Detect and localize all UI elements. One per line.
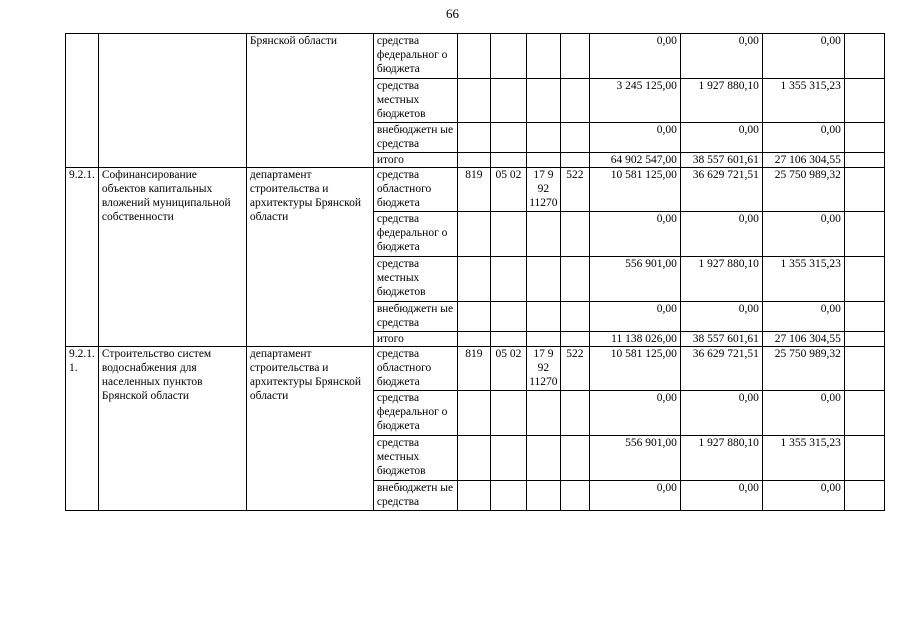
grbs-code-cell <box>457 123 490 153</box>
rzpr-code-cell <box>490 257 526 302</box>
vr-code-cell <box>560 257 589 302</box>
amount-year1-cell: 0,00 <box>589 123 680 153</box>
rzpr-code-cell <box>490 212 526 257</box>
executor-cell: департамент строительства и архитектуры Брянской области <box>246 168 373 347</box>
csr-code-cell <box>526 302 560 332</box>
grbs-code-cell <box>457 436 490 481</box>
amount-year1-cell: 11 138 026,00 <box>589 332 680 347</box>
funding-source-cell: внебюджетн ые средства <box>373 123 457 153</box>
amount-year1-cell: 10 581 125,00 <box>589 347 680 391</box>
empty-cell <box>844 302 884 332</box>
rzpr-code-cell <box>490 436 526 481</box>
funding-source-cell: средства областного бюджета <box>373 347 457 391</box>
vr-code-cell <box>560 34 589 79</box>
empty-cell <box>844 481 884 511</box>
empty-cell <box>844 332 884 347</box>
csr-code-cell: 17 9 92 11270 <box>526 347 560 391</box>
funding-source-cell: внебюджетн ые средства <box>373 302 457 332</box>
vr-code-cell <box>560 391 589 436</box>
amount-year3-cell: 0,00 <box>762 34 844 79</box>
table-row <box>66 168 885 212</box>
vr-code-cell <box>560 153 589 168</box>
item-number-cell: 9.2.1. <box>66 168 99 347</box>
amount-year1-cell: 0,00 <box>589 212 680 257</box>
amount-year2-cell: 0,00 <box>680 391 762 436</box>
amount-year1-cell: 10 581 125,00 <box>589 168 680 212</box>
rzpr-code-cell <box>490 332 526 347</box>
amount-year3-cell: 0,00 <box>762 123 844 153</box>
amount-year3-cell: 0,00 <box>762 481 844 511</box>
empty-cell <box>844 436 884 481</box>
funding-source-cell: внебюджетн ые средства <box>373 481 457 511</box>
amount-year2-cell: 0,00 <box>680 481 762 511</box>
rzpr-code-cell: 05 02 <box>490 168 526 212</box>
amount-year1-cell: 0,00 <box>589 481 680 511</box>
rzpr-code-cell <box>490 302 526 332</box>
amount-year3-cell: 1 355 315,23 <box>762 79 844 123</box>
vr-code-cell <box>560 123 589 153</box>
amount-year2-cell: 0,00 <box>680 123 762 153</box>
amount-year2-cell: 0,00 <box>680 302 762 332</box>
grbs-code-cell <box>457 481 490 511</box>
item-number-cell <box>66 34 99 168</box>
grbs-code-cell <box>457 79 490 123</box>
amount-year1-cell: 0,00 <box>589 302 680 332</box>
amount-year2-cell: 38 557 601,61 <box>680 153 762 168</box>
item-name-cell: Строительство систем водоснабжения для населенных пунктов Брянской области <box>98 347 246 511</box>
amount-year3-cell: 27 106 304,55 <box>762 332 844 347</box>
amount-year1-cell: 556 901,00 <box>589 257 680 302</box>
grbs-code-cell <box>457 34 490 79</box>
amount-year3-cell: 25 750 989,32 <box>762 168 844 212</box>
grbs-code-cell: 819 <box>457 168 490 212</box>
empty-cell <box>844 347 884 391</box>
grbs-code-cell <box>457 212 490 257</box>
page-number: 66 <box>446 6 459 21</box>
vr-code-cell <box>560 212 589 257</box>
csr-code-cell <box>526 153 560 168</box>
csr-code-cell: 17 9 92 11270 <box>526 168 560 212</box>
funding-source-cell: средства федеральног о бюджета <box>373 212 457 257</box>
csr-code-cell <box>526 436 560 481</box>
funding-source-cell: итого <box>373 153 457 168</box>
grbs-code-cell <box>457 391 490 436</box>
item-name-cell <box>98 34 246 168</box>
amount-year3-cell: 1 355 315,23 <box>762 436 844 481</box>
grbs-code-cell <box>457 153 490 168</box>
empty-cell <box>844 123 884 153</box>
amount-year3-cell: 25 750 989,32 <box>762 347 844 391</box>
table-row <box>66 347 885 391</box>
vr-code-cell <box>560 436 589 481</box>
amount-year3-cell: 1 355 315,23 <box>762 257 844 302</box>
amount-year1-cell: 556 901,00 <box>589 436 680 481</box>
amount-year3-cell: 0,00 <box>762 212 844 257</box>
funding-source-cell: итого <box>373 332 457 347</box>
item-name-cell: Софинансирование объектов капитальных вложений муниципальной собственности <box>98 168 246 347</box>
rzpr-code-cell <box>490 153 526 168</box>
funding-source-cell: средства местных бюджетов <box>373 436 457 481</box>
rzpr-code-cell: 05 02 <box>490 347 526 391</box>
grbs-code-cell: 819 <box>457 347 490 391</box>
amount-year3-cell: 0,00 <box>762 302 844 332</box>
rzpr-code-cell <box>490 123 526 153</box>
amount-year1-cell: 64 902 547,00 <box>589 153 680 168</box>
amount-year2-cell: 1 927 880,10 <box>680 79 762 123</box>
empty-cell <box>844 153 884 168</box>
empty-cell <box>844 391 884 436</box>
funding-source-cell: средства федеральног о бюджета <box>373 34 457 79</box>
empty-cell <box>844 168 884 212</box>
amount-year1-cell: 0,00 <box>589 34 680 79</box>
budget-table <box>65 33 885 511</box>
funding-source-cell: средства федеральног о бюджета <box>373 391 457 436</box>
rzpr-code-cell <box>490 391 526 436</box>
grbs-code-cell <box>457 332 490 347</box>
csr-code-cell <box>526 34 560 79</box>
amount-year1-cell: 0,00 <box>589 391 680 436</box>
executor-cell: Брянской области <box>246 34 373 168</box>
csr-code-cell <box>526 332 560 347</box>
executor-cell: департамент строительства и архитектуры Брянской области <box>246 347 373 511</box>
vr-code-cell <box>560 302 589 332</box>
table-row <box>66 34 885 79</box>
amount-year3-cell: 0,00 <box>762 391 844 436</box>
csr-code-cell <box>526 257 560 302</box>
rzpr-code-cell <box>490 481 526 511</box>
amount-year2-cell: 1 927 880,10 <box>680 436 762 481</box>
amount-year2-cell: 0,00 <box>680 212 762 257</box>
empty-cell <box>844 212 884 257</box>
rzpr-code-cell <box>490 79 526 123</box>
rzpr-code-cell <box>490 34 526 79</box>
amount-year2-cell: 1 927 880,10 <box>680 257 762 302</box>
funding-source-cell: средства местных бюджетов <box>373 79 457 123</box>
csr-code-cell <box>526 481 560 511</box>
empty-cell <box>844 34 884 79</box>
vr-code-cell <box>560 79 589 123</box>
empty-cell <box>844 257 884 302</box>
amount-year1-cell: 3 245 125,00 <box>589 79 680 123</box>
grbs-code-cell <box>457 302 490 332</box>
amount-year3-cell: 27 106 304,55 <box>762 153 844 168</box>
vr-code-cell: 522 <box>560 168 589 212</box>
funding-source-cell: средства областного бюджета <box>373 168 457 212</box>
empty-cell <box>844 79 884 123</box>
vr-code-cell: 522 <box>560 347 589 391</box>
vr-code-cell <box>560 332 589 347</box>
amount-year2-cell: 36 629 721,51 <box>680 168 762 212</box>
amount-year2-cell: 0,00 <box>680 34 762 79</box>
amount-year2-cell: 38 557 601,61 <box>680 332 762 347</box>
amount-year2-cell: 36 629 721,51 <box>680 347 762 391</box>
item-number-cell: 9.2.1. 1. <box>66 347 99 511</box>
csr-code-cell <box>526 123 560 153</box>
funding-source-cell: средства местных бюджетов <box>373 257 457 302</box>
csr-code-cell <box>526 212 560 257</box>
vr-code-cell <box>560 481 589 511</box>
grbs-code-cell <box>457 257 490 302</box>
csr-code-cell <box>526 79 560 123</box>
csr-code-cell <box>526 391 560 436</box>
